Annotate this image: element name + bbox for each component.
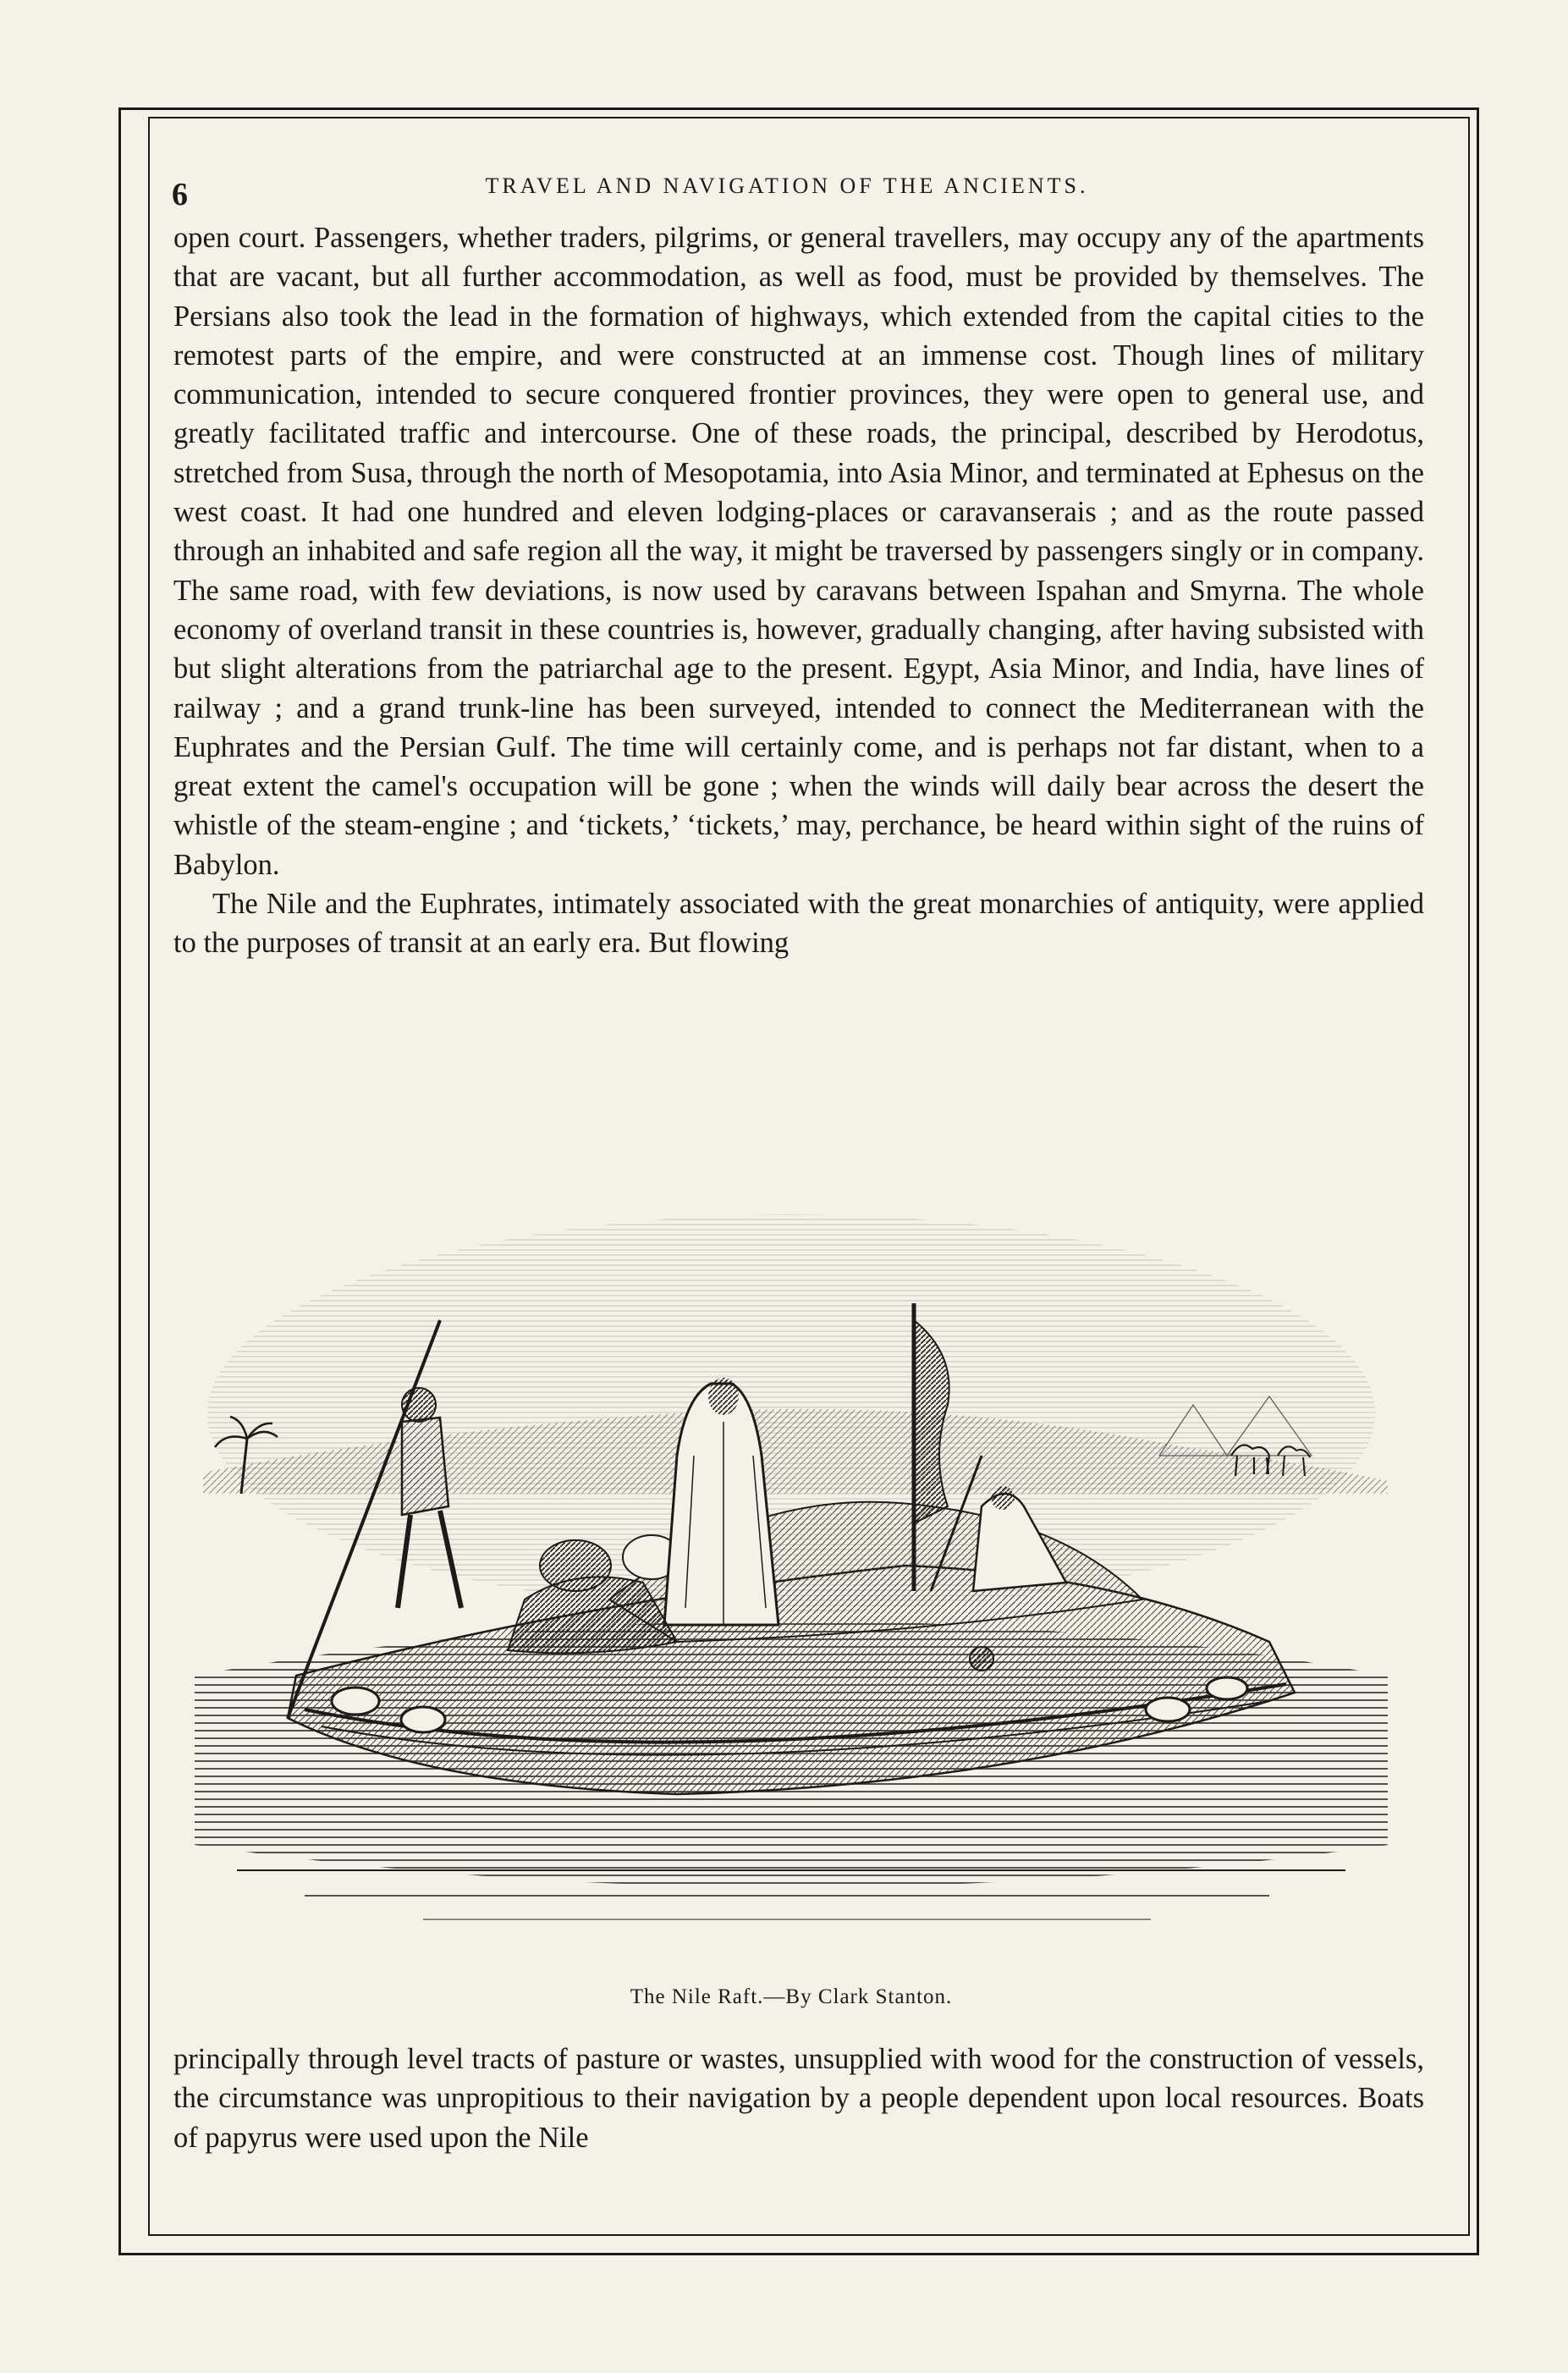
body-text-top xyxy=(173,218,1424,963)
frame-top-inner-rule xyxy=(148,117,1470,118)
paragraph-papyrus: principally through level tracts of pasture or wastes, unsupplied with wood for the construction of vessels, the circumstance was unpropitious to their navigation by a people dependent upon local resources. Boats of papyrus were used upon the Nile xyxy=(173,2043,1424,2154)
frame-bottom-rule xyxy=(118,2253,1479,2255)
frame-bottom-inner-rule xyxy=(148,2234,1470,2236)
frame-right-inner-rule xyxy=(1468,117,1470,2236)
frame-right-rule xyxy=(1477,107,1479,2255)
paragraph-continued: open court. Passengers, whether traders, pilgrims, or general travellers, may occupy any of the apartments that are vacant, but all further accommodation, as well as food, must be provided by themselves. The Persians also took the lead in the formation of highways, which extended from the capital cities to the remotest parts of the empire, and were constructed at an immense cost. Though lines of military communication, intended to secure conquered frontier provinces, they were open to general use, and greatly facilitated traffic and intercourse. One of these roads, the principal, described by Herodotus, stretched from Susa, through the north of Mesopotamia, into Asia Minor, and terminated at Ephesus on the west coast. It had one hundred and eleven lodging-places or caravanserais ; and as the route passed through an inhabited and safe region all the way, it might be traversed by passengers singly or in company. The same road, with few deviations, is now used by caravans between Ispahan and Smyrna. The whole economy of overland transit in these countries is, however, gradually changing, after having subsisted with but slight alterations from the patriarchal age to the present. Egypt, Asia Minor, and India, have lines of railway ; and a grand trunk-line has been surveyed, intended to connect the Mediterranean with the Euphrates and the Persian Gulf. The time will certainly come, and is perhaps not far distant, when to a great extent the camel's occupation will be gone ; when the winds will daily bear across the desert the whistle of the steam-engine ; and ‘tickets,’ ‘tickets,’ may, perchance, be heard within sight of the ruins of Babylon. xyxy=(173,222,1424,881)
paragraph-nile-euphrates: The Nile and the Euphrates, intimately associated with the great monarchies of antiquity, were applied to the purposes of transit at an early era. But flowing xyxy=(173,888,1424,960)
nile-raft-engraving xyxy=(169,1202,1413,1980)
body-text-bottom xyxy=(173,2040,1424,2157)
frame-left-rule xyxy=(118,107,121,2255)
frame-top-rule xyxy=(118,107,1479,110)
running-title: TRAVEL AND NAVIGATION OF THE ANCIENTS. xyxy=(485,173,1089,198)
page-number: 6 xyxy=(172,177,188,212)
frame-left-inner-rule xyxy=(148,117,150,2236)
illustration-caption: The Nile Raft.—By Clark Stanton. xyxy=(630,1985,953,2008)
